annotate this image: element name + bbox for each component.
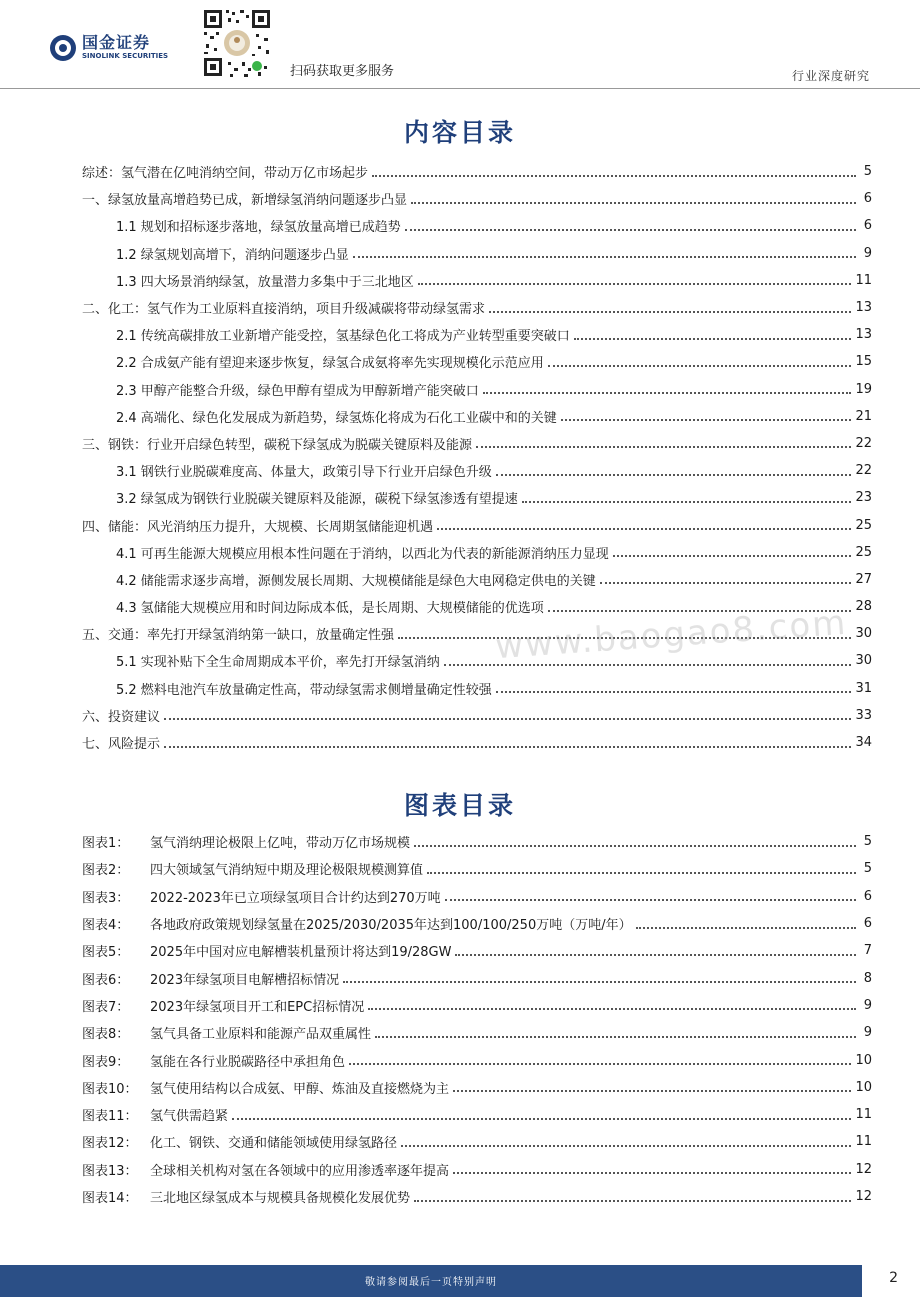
toc-entry-page: 25 [855, 544, 872, 560]
qr-code-icon[interactable] [200, 6, 274, 80]
leader-dots [489, 311, 851, 313]
toc-entry[interactable] [82, 457, 872, 484]
figure-entry-page: 9 [863, 997, 872, 1013]
figure-entry-text: 三北地区绿氢成本与规模具备规模化发展优势 [150, 1191, 411, 1206]
figure-entry-page: 10 [855, 1079, 872, 1095]
figure-label: 图表10： [82, 1081, 138, 1097]
toc-entry[interactable] [82, 702, 872, 729]
toc-entry[interactable] [82, 539, 872, 566]
figure-entry-page: 11 [855, 1134, 872, 1150]
leader-dots [476, 446, 851, 448]
leader-dots [613, 555, 852, 557]
figure-entry-page: 12 [855, 1189, 872, 1204]
figure-entry-page: 12 [855, 1161, 872, 1177]
logo-name-cn: 国金证券 [82, 33, 151, 52]
toc-entry[interactable] [82, 185, 872, 212]
figure-entry-text: 氢气具备工业原料和能源产品双重属性 [150, 1027, 372, 1043]
leader-dots [455, 954, 856, 956]
figure-entry-page: 9 [863, 1025, 872, 1041]
toc-entry[interactable] [82, 675, 872, 702]
leader-dots [437, 528, 851, 530]
qr-label: 扫码获取更多服务 [290, 64, 395, 79]
leader-dots [418, 283, 852, 285]
leader-dots [164, 746, 851, 748]
toc-entry-page: 11 [855, 272, 872, 288]
figure-entry[interactable] [82, 1074, 872, 1101]
leader-dots [368, 1008, 856, 1010]
figure-entry[interactable] [82, 828, 872, 855]
toc-entry-text: 2.1 传统高碳排放工业新增产能受控，氢基绿色化工将成为产业转型重要突破口 [116, 329, 570, 345]
figure-label: 图表8： [82, 1027, 130, 1043]
toc-entry-text: 2.4 高端化、绿色化发展成为新趋势，绿氢炼化将成为石化工业碳中和的关键 [116, 410, 557, 426]
toc-entry[interactable] [82, 240, 872, 267]
leader-dots [427, 872, 856, 874]
leader-dots [483, 392, 852, 394]
toc-entry-text: 4.1 可再生能源大规模应用根本性问题在于消纳，以西北为代表的新能源消纳压力显现 [116, 546, 609, 562]
toc-entry[interactable] [82, 403, 872, 430]
leader-dots [411, 202, 856, 204]
figure-entry[interactable] [82, 1046, 872, 1073]
figure-label: 图表1： [82, 836, 130, 852]
figure-entry-text: 2023年绿氢项目电解槽招标情况 [150, 972, 340, 988]
toc-entry-page: 28 [855, 599, 872, 615]
toc-entry-text: 5.1 实现补贴下全生命周期成本平价，率先打开绿氢消纳 [116, 655, 440, 671]
leader-dots [453, 1172, 851, 1174]
figure-entry-page: 5 [863, 861, 872, 877]
leader-dots [414, 845, 856, 847]
figure-entry-page: 6 [863, 888, 872, 904]
figure-entry[interactable] [82, 1019, 872, 1046]
figure-entry[interactable] [82, 1101, 872, 1128]
leader-dots [496, 691, 852, 693]
toc-entry-page: 30 [855, 626, 872, 642]
leader-dots [522, 501, 852, 503]
toc-entry-page: 23 [855, 490, 872, 506]
figure-entry[interactable] [82, 883, 872, 910]
toc-entry-text: 一、绿氢放量高增趋势已成，新增绿氢消纳问题逐步凸显 [82, 193, 408, 209]
logo-name-en: SINOLINK SECURITIES [82, 52, 169, 60]
toc-entry[interactable] [82, 729, 872, 756]
toc-entry-text: 3.1 钢铁行业脱碳难度高、体量大，政策引导下行业开启绿色升级 [116, 465, 492, 481]
leader-dots [164, 718, 851, 720]
toc-entry-page: 33 [855, 707, 872, 723]
figure-entry[interactable] [82, 1128, 872, 1155]
figure-entry-text: 全球相关机构对氢在各领域中的应用渗透率逐年提高 [150, 1163, 450, 1179]
figure-entry[interactable] [82, 964, 872, 991]
toc-entry-page: 13 [855, 327, 872, 343]
figure-entry-page: 8 [863, 970, 872, 986]
figure-index-list [82, 828, 872, 1210]
leader-dots [561, 419, 852, 421]
footer-disclaimer: 敬请参阅最后一页特别声明 [365, 1277, 497, 1288]
toc-entry-text: 1.2 绿氢规划高增下，消纳问题逐步凸显 [116, 247, 349, 263]
figure-entry-text: 氢气供需趋紧 [150, 1109, 229, 1125]
toc-entry-text: 六、投资建议 [82, 709, 161, 725]
leader-dots [349, 1063, 851, 1065]
figure-entry-text: 2022-2023年已立项绿氢项目合计约达到270万吨 [150, 890, 441, 906]
leader-dots [445, 899, 856, 901]
toc-entry-page: 34 [855, 735, 872, 751]
toc-entry-text: 三、钢铁：行业开启绿色转型，碳税下绿氢成为脱碳关键原料及能源 [82, 437, 473, 453]
toc-entry-page: 9 [863, 245, 872, 261]
figure-entry-page: 10 [855, 1052, 872, 1068]
toc-entry-text: 2.2 合成氨产能有望迎来逐步恢复，绿氢合成氨将率先实现规模化示范应用 [116, 356, 544, 372]
figure-entry-page: 6 [863, 916, 872, 932]
toc-entry[interactable] [82, 158, 872, 185]
toc-entry[interactable] [82, 647, 872, 674]
company-logo [50, 34, 168, 61]
watermark: www.baogao8.com [494, 602, 849, 668]
figure-entry[interactable] [82, 855, 872, 882]
toc-entry-page: 25 [855, 517, 872, 533]
toc-entry[interactable] [82, 267, 872, 294]
leader-dots [414, 1200, 851, 1202]
figure-label: 图表13： [82, 1163, 138, 1179]
toc-entry-text: 四、储能：风光消纳压力提升，大规模、长周期氢储能迎机遇 [82, 519, 434, 535]
figure-entry[interactable] [82, 1156, 872, 1183]
toc-entry-text: 4.3 氢储能大规模应用和时间边际成本低，是长周期、大规模储能的优选项 [116, 601, 544, 617]
leader-dots [496, 474, 852, 476]
toc-list [82, 158, 872, 756]
toc-entry-text: 综述：氢气潜在亿吨消纳空间，带动万亿市场起步 [82, 166, 369, 182]
header-divider [0, 88, 920, 89]
toc-entry-text: 4.2 储能需求逐步高增，源侧发展长周期、大规模储能是绿色大电网稳定供电的关键 [116, 573, 596, 589]
toc-entry-text: 1.1 规划和招标逐步落地，绿氢放量高增已成趋势 [116, 220, 401, 236]
figure-label: 图表3： [82, 890, 130, 906]
toc-entry[interactable] [82, 484, 872, 511]
page-number: 2 [889, 1270, 898, 1286]
figure-label: 图表4： [82, 918, 130, 934]
toc-entry-page: 31 [855, 680, 872, 696]
leader-dots [453, 1090, 851, 1092]
toc-entry-page: 15 [855, 354, 872, 370]
figure-index-title: 图表目录 [403, 791, 516, 820]
toc-entry-text: 2.3 甲醇产能整合升级，绿色甲醇有望成为甲醇新增产能突破口 [116, 383, 479, 399]
figure-label: 图表5： [82, 945, 130, 961]
figure-entry-page: 11 [855, 1107, 872, 1123]
page-header [0, 0, 920, 92]
document-type: 行业深度研究 [791, 69, 870, 83]
figure-entry-text: 2023年绿氢项目开工和EPC招标情况 [150, 999, 365, 1015]
figure-entry-text: 2025年中国对应电解槽装机量预计将达到19/28GW [150, 945, 452, 961]
leader-dots [405, 229, 856, 231]
toc-entry-page: 19 [855, 381, 872, 397]
figure-label: 图表9： [82, 1054, 130, 1070]
toc-entry-page: 30 [855, 653, 872, 669]
leader-dots [232, 1118, 851, 1120]
toc-entry-page: 22 [855, 435, 872, 451]
leader-dots [574, 338, 852, 340]
figure-label: 图表11： [82, 1109, 138, 1125]
leader-dots [375, 1036, 856, 1038]
figure-entry-text: 氢气消纳理论极限上亿吨，带动万亿市场规模 [150, 836, 411, 852]
toc-entry-page: 6 [863, 191, 872, 207]
figure-entry-page: 7 [863, 943, 872, 959]
toc-entry-text: 5.2 燃料电池汽车放量确定性高，带动绿氢需求侧增量确定性较强 [116, 682, 492, 698]
figure-entry-page: 5 [863, 834, 872, 850]
toc-entry-text: 3.2 绿氢成为钢铁行业脱碳关键原料及能源，碳税下绿氢渗透有望提速 [116, 492, 518, 508]
toc-entry[interactable] [82, 430, 872, 457]
figure-entry-text: 氢能在各行业脱碳路径中承担角色 [150, 1054, 346, 1070]
toc-entry[interactable] [82, 321, 872, 348]
toc-entry-page: 27 [855, 571, 872, 587]
toc-entry-page: 6 [863, 218, 872, 234]
figure-label: 图表12： [82, 1136, 138, 1152]
figure-label: 图表2： [82, 863, 130, 879]
figure-entry-text: 各地政府政策规划绿氢量在2025/2030/2035年达到100/100/250万吨（万吨/年） [150, 918, 632, 934]
figure-entry[interactable] [82, 937, 872, 964]
toc-entry-page: 13 [855, 300, 872, 316]
toc-entry-text: 1.3 四大场景消纳绿氢，放量潜力多集中于三北地区 [116, 274, 414, 290]
figure-entry[interactable] [82, 910, 872, 937]
figure-label: 图表14： [82, 1191, 138, 1206]
toc-entry-page: 5 [863, 164, 872, 180]
toc-entry-text: 五、交通：率先打开绿氢消纳第一缺口，放量确定性强 [82, 628, 395, 644]
figure-entry-text: 化工、钢铁、交通和储能领域使用绿氢路径 [150, 1136, 398, 1152]
toc-entry[interactable] [82, 294, 872, 321]
logo-mark-icon [50, 35, 76, 61]
leader-dots [401, 1145, 851, 1147]
figure-entry[interactable] [82, 1183, 872, 1210]
leader-dots [600, 582, 852, 584]
toc-entry-text: 二、化工：氢气作为工业原料直接消纳，项目升级减碳将带动绿氢需求 [82, 302, 486, 318]
figure-entry-text: 氢气使用结构以合成氨、甲醇、炼油及直接燃烧为主 [150, 1081, 450, 1097]
leader-dots [343, 981, 856, 983]
toc-entry[interactable] [82, 566, 872, 593]
toc-title: 内容目录 [403, 118, 516, 147]
leader-dots [548, 365, 852, 367]
figure-label: 图表6： [82, 972, 130, 988]
figure-entry-text: 四大领域氢气消纳短中期及理论极限规模测算值 [150, 863, 424, 879]
toc-entry-text: 七、风险提示 [82, 737, 161, 753]
leader-dots [353, 256, 856, 258]
toc-entry-page: 21 [855, 408, 872, 424]
toc-entry[interactable] [82, 212, 872, 239]
figure-label: 图表7： [82, 999, 130, 1015]
figure-entry[interactable] [82, 992, 872, 1019]
toc-entry[interactable] [82, 376, 872, 403]
leader-dots [372, 175, 856, 177]
toc-entry[interactable] [82, 348, 872, 375]
toc-entry-page: 22 [855, 463, 872, 479]
toc-entry[interactable] [82, 511, 872, 538]
leader-dots [636, 927, 856, 929]
